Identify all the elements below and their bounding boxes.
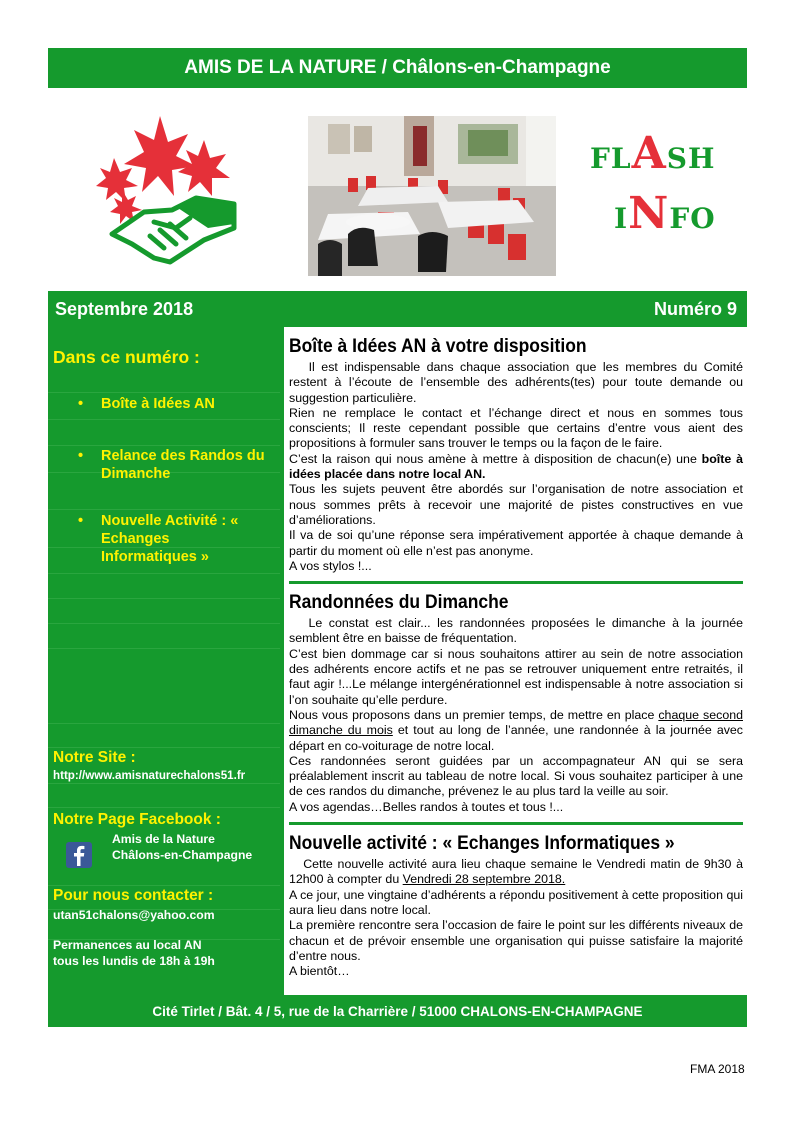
divider [48,807,280,808]
classroom-photo [308,116,556,276]
contact-title: Pour nous contacter : [53,887,214,904]
facebook-icon[interactable] [66,842,92,868]
site-title: Notre Site : [53,749,136,766]
divider [48,445,280,446]
article-title: Boîte à Idées AN à votre disposition [289,336,587,357]
contents-title: Dans ce numéro : [53,347,200,367]
info-word: INFO [614,188,716,239]
divider [48,392,280,393]
issue-bar [48,291,747,327]
facebook-name-line2[interactable]: Châlons-en-Champagne [112,848,253,862]
issue-date: Septembre 2018 [55,298,194,319]
article-body: Le constat est clair... les randonnées proposées le dimanche à la journée semblent être en baisse de fréquentation. C’est bien dommage car si nous souhaitons attirer au sein de notre association des adhérents encore actifs et ne pas se retrouver uniquement entre retraités, il faut agir !...Le mélange intergénérationnel est indispensable à notre association si l’on souhaite qu’elle perdure. Nous vous proposons dans un premier temps, de mettre en place chaque second dimanche du mois et tout au long de l’année, une randonnée à la journée avec départ en co-voiturage de notre local. Ces randonnées seront guidées par un accompagnateur AN qui se sera préalablement inscrit au tableau de notre local. Si vous souhaitez participer à une de ces randos du dimanche, prévenez le au plus tard la veille au soir. A vos agendas…Belles randos à toutes et tous !... [289,616,743,814]
contents-item: • Nouvelle Activité : « Echanges Informatiques » [78,513,239,565]
permanence-line1: Permanences au local AN [53,938,202,952]
divider [48,509,280,510]
facebook-name-line1[interactable]: Amis de la Nature [112,832,215,846]
friends-of-nature-logo [92,112,242,272]
article-title: Randonnées du Dimanche [289,592,509,614]
divider [48,885,280,886]
contents-item: • Boîte à Idées AN [78,396,215,412]
bullet-icon: • [78,448,84,464]
bullet-icon: • [78,513,84,529]
article-computer-exchanges [289,831,743,979]
article-body: Il est indispensable dans chaque association que les membres du Comité restent à l’écoute de l’ensemble des adhérents(tes) pour toute demande ou suggestion particulière. Rien ne remplace le contact et l’échange direct et nous en sommes tous conscients; Il reste cependant possible que certains d’entre vous aient des propositions à formuler sans trouver le temps ou la façon de le faire. C’est la raison qui nous amène à mettre à disposition de chacun(e) une boîte à idées placée dans notre local AN. Tous les sujets peuvent être abordés sur l’organisation de notre association et nous sommes prêts à recevoir une majorité de pistes constructives en vue d’améliorations. Il va de soi qu’une réponse sera impérativement apportée à chaque demande à partir du moment où elle n’est pas anonyme. A vos stylos !... [289,360,743,573]
top-banner [48,48,747,88]
flash-word: FLASH [590,128,716,179]
divider [48,723,280,724]
facebook-title: Notre Page Facebook : [53,811,221,828]
article-divider [289,822,743,825]
divider [48,747,280,748]
contact-email[interactable]: utan51chalons@yahoo.com [53,908,215,922]
flash-info-title [590,128,730,239]
header-title: AMIS DE LA NATURE / Châlons-en-Champagne [184,57,611,78]
article-sunday-hikes [289,590,743,815]
article-body: Cette nouvelle activité aura lieu chaque semaine le Vendredi matin de 9h30 à 12h00 à compter du Vendredi 28 septembre 2018. A ce jour, une vingtaine d’adhérents a répondu positivement à cette proposition qui aura lieu dans notre local. La première rencontre sera l’occasion de faire le point sur les différents niveaux de chacun et de prévoir ensemble une organisation qui puisse satisfaire la majorité d’entre nous. A bientôt… [289,857,744,979]
divider [48,573,280,574]
divider [48,598,280,599]
divider [48,419,280,420]
divider [48,648,280,649]
article-idea-box [289,334,743,574]
divider [48,623,280,624]
article-divider [289,581,743,584]
contents-item: • Relance des Randos du Dimanche [78,448,265,482]
permanence-line2: tous les lundis de 18h à 19h [53,954,215,968]
issue-number: Numéro 9 [653,298,737,319]
site-url[interactable]: http://www.amisnaturechalons51.fr [53,769,246,782]
sidebar [48,327,284,995]
footer-address: Cité Tirlet / Bât. 4 / 5, rue de la Charrière / 51000 CHALONS-EN-CHAMPAGNE [152,1003,643,1019]
main-content [289,334,743,979]
footer-bar [48,995,747,1027]
article-title: Nouvelle activité : « Echanges Informatiques » [289,833,675,855]
credit: FMA 2018 [690,1062,745,1076]
bullet-icon: • [78,396,84,412]
